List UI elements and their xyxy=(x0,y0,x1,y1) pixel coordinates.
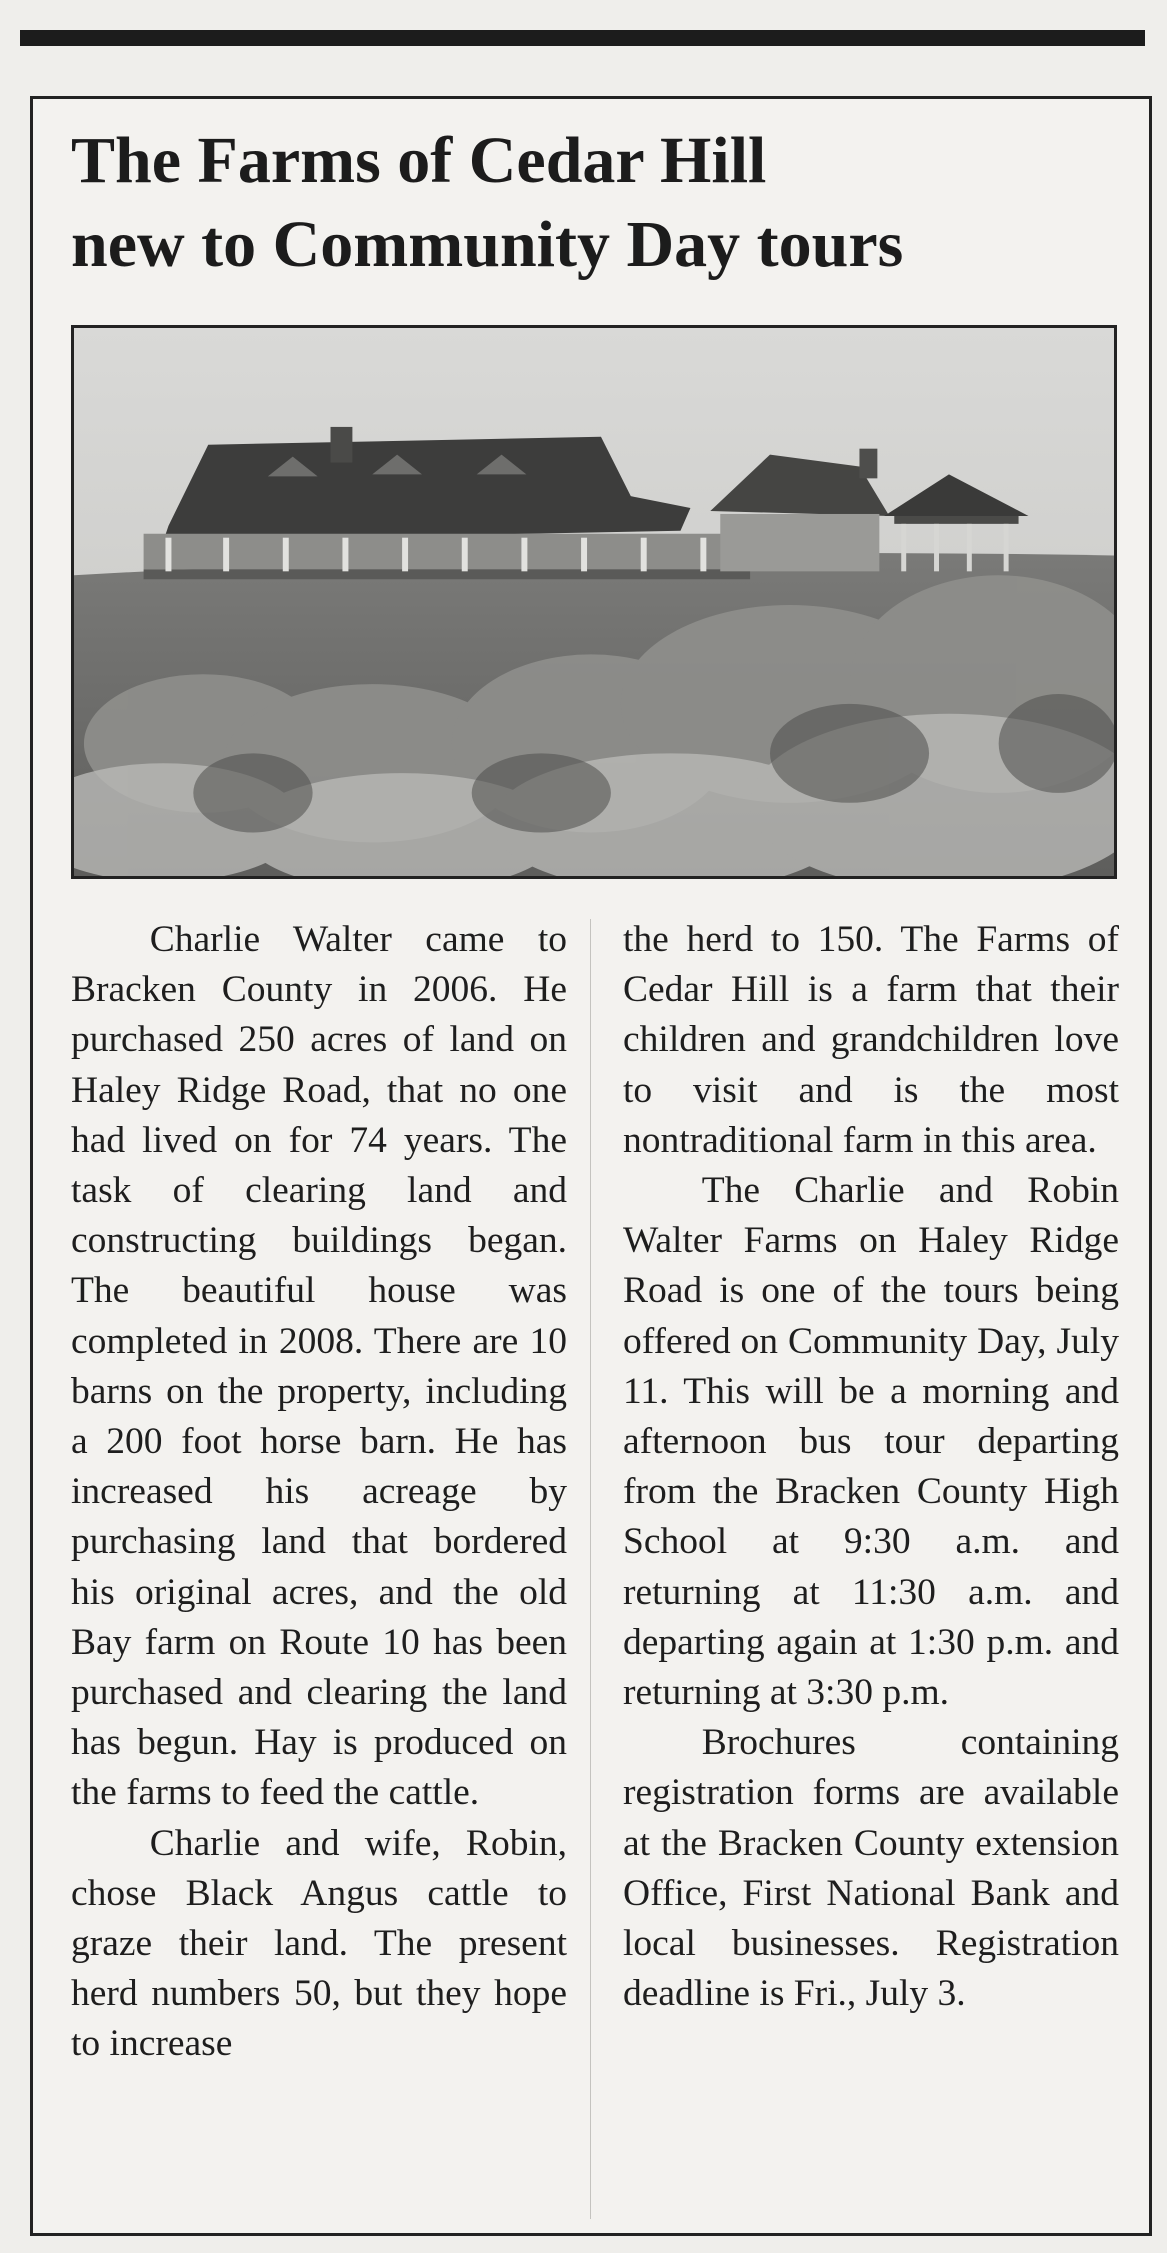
article xyxy=(30,96,1152,2236)
farmhouse-photo xyxy=(71,325,1117,879)
farmhouse-photo-icon xyxy=(74,328,1114,876)
headline xyxy=(71,119,1131,287)
paragraph-2-continued: the herd to 150. The Farms of Cedar Hill is a farm that their children and grandchildren love to visit and is the most nontraditional farm in this area. xyxy=(623,919,1119,1161)
top-rule xyxy=(20,30,1145,46)
paragraph-4: Brochures containing registration forms are available at the Bracken County extension Office, First National Bank and local businesses. Registration deadline is Fri., July 3. xyxy=(623,1722,1119,2015)
paragraph-1: Charlie Walter came to Bracken County in 2006. He purchased 250 acres of land on Haley Ridge Road, that no one had lived on for 74 years. The task of clearing land and constructing buildings began. The beautiful house was completed in 2008. There are 10 barns on the property, including a 200 foot horse barn. He has increased his acreage by purchasing land that bordered his original acres, and the old Bay farm on Route 10 has been purchased and clearing the land has begun. Hay is produced on the farms to feed the cattle. xyxy=(71,919,567,1814)
article-column-right xyxy=(623,915,1119,2019)
paragraph-2: Charlie and wife, Robin, chose Black Angus cattle to graze their land. The present herd numbers 50, but they hope to increase xyxy=(71,1822,567,2065)
headline-line-2: new to Community Day tours xyxy=(71,208,904,281)
column-divider xyxy=(590,919,591,2219)
paragraph-3: The Charlie and Robin Walter Farms on Haley Ridge Road is one of the tours being offered on Community Day, July 11. This will be a morning and afternoon bus tour departing from the Bracken County High School at 9:30 a.m. and returning at 11:30 a.m. and departing again at 1:30 p.m. and returning at 3:30 p.m. xyxy=(623,1170,1119,1714)
article-column-left xyxy=(71,915,567,2070)
headline-line-1: The Farms of Cedar Hill xyxy=(71,124,767,197)
